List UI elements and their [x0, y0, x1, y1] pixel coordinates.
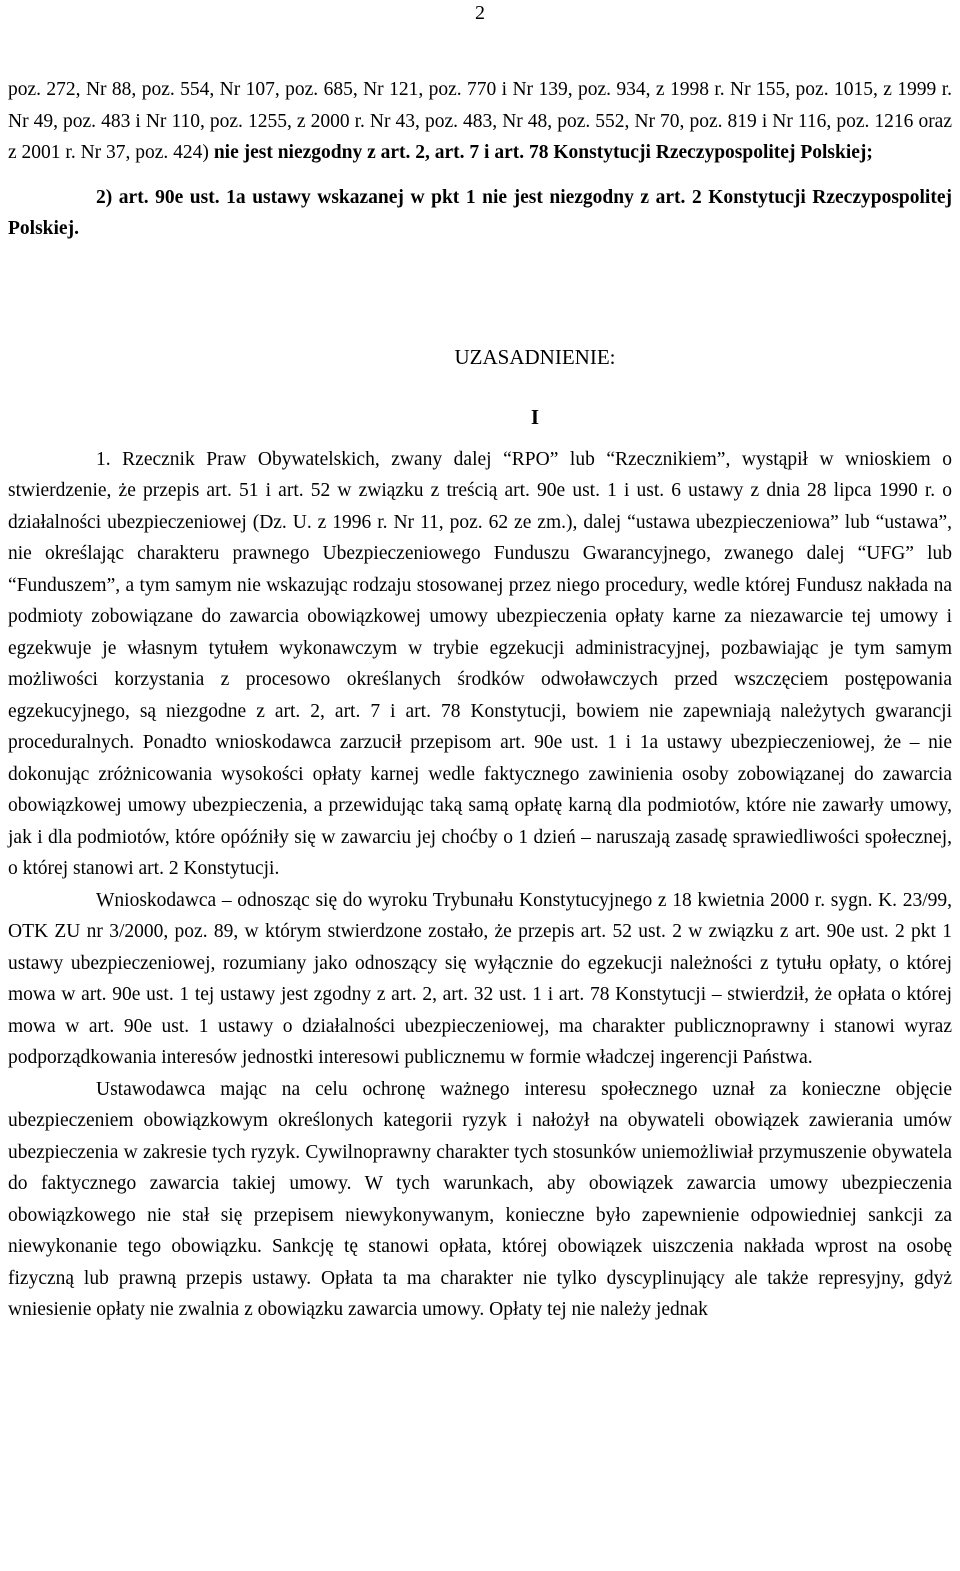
intro-bold-text: nie jest niezgodny z art. 2, art. 7 i art. 78 Konstytucji Rzeczypospolitej Polskiej; — [213, 142, 873, 163]
intro-paragraph — [8, 74, 952, 169]
document-body — [8, 74, 952, 1326]
point-2: 2) art. 90e ust. 1a ustawy wskazanej w pkt 1 nie jest niezgodny z art. 2 Konstytucji Rzeczypospolitej Polskiej. — [8, 186, 952, 239]
paragraph-1: 1. Rzecznik Praw Obywatelskich, zwany dalej “RPO” lub “Rzecznikiem”, wystąpił w wnioskiem o stwierdzenie, że przepis art. 51 i art. 52 w związku z treścią art. 90e ust. 1 i ust. 6 ustawy z dnia 28 lipca 1990 r. o działalności ubezpieczeniowej (Dz. U. z 1996 r. Nr 11, poz. 62 ze zm.), dalej “ustawa ubezpieczeniowa” lub “ustawa”, nie określając charakteru prawnego Ubezpieczeniowego Funduszu Gwarancyjnego, zwanego dalej “UFG” lub “Funduszem”, a tym samym nie wskazując rodzaju stosowanej przez niego procedury, wedle której Fundusz nakłada na podmioty zobowiązane do zawarcia obowiązkowej umowy ubezpieczenia opłaty karne za niezawarcie tej umowy i egzekwuje je własnym tytułem wykonawczym w trybie egzekucji administracyjnej, pozbawiając je tym samym możliwości korzystania z procesowo określanych środków odwoławczych przed wszczęciem postępowania egzekucyjnego, są niezgodne z art. 2, art. 7 i art. 78 Konstytucji, bowiem nie zapewniają należytych gwarancji proceduralnych. Ponadto wnioskodawca zarzucił przepisom art. 90e ust. 1 i 1a ustawy ubezpieczeniowej, że – nie dokonując zróżnicowania wysokości opłaty karnej wedle faktycznego zawinienia osoby zobowiązanej do zawarcia obowiązkowej umowy ubezpieczenia, a przewidując taką samą opłatę karną dla podmiotów, które nie zawarły umowy, jak i dla podmiotów, które opóźniły się w zawarciu jej choćby o 1 dzień – naruszają zasadę sprawiedliwości społecznej, o której stanowi art. 2 Konstytucji. — [8, 448, 952, 879]
intro-text: poz. 272, Nr 88, poz. 554, Nr 107, poz. 685, Nr 121, poz. 770 i Nr 139, poz. 934, z 1998 r. Nr 155, poz. 1015, z 1999 r. Nr 49, poz. 483 i Nr 110, poz. 1255, z 2000 r. Nr 43, poz. 483, Nr 48, poz. 552, Nr 70, poz. 819 i Nr 116, poz. 1216 oraz z 2001 r. Nr 37, poz. 424) — [8, 79, 952, 163]
page-number: 2 — [475, 2, 485, 24]
justification-heading: UZASADNIENIE: — [454, 344, 616, 369]
paragraph-2: Wnioskodawca – odnosząc się do wyroku Trybunału Konstytucyjnego z 18 kwietnia 2000 r. sygn. K. 23/99, OTK ZU nr 3/2000, poz. 89, w którym stwierdzone zostało, że przepis art. 52 ust. 2 w związku z art. 90e ust. 2 pkt 1 ustawy ubezpieczeniowej, rozumiany jako odnoszący się wyłącznie do egzekucji należności z tytułu opłaty, o której mowa w art. 90e ust. 1 tej ustawy jest zgodny z art. 2, art. 32 ust. 1 i art. 78 Konstytucji – stwierdził, że opłata o której mowa w art. 90e ust. 1 ustawy o działalności ubezpieczeniowej, ma charakter publicznoprawny i stanowi wyraz podporządkowania interesów jednostki interesowi publicznemu w formie władczej ingerencji Państwa. — [8, 889, 952, 1068]
paragraph-3: Ustawodawca mając na celu ochronę ważnego interesu społecznego uznał za konieczne objęcie ubezpieczeniem obowiązkowym określonych kategorii ryzyk i nałożył na obywateli obowiązek zawierania umów ubezpieczenia w zakresie tych ryzyk. Cywilnoprawny charakter tych stosunków uniemożliwiał przymuszenie obywatela do faktycznego zawarcia takiej umowy. W tych warunkach, aby obowiązek zawarcia umowy ubezpieczenia obowiązkowego nie stał się przepisem niewykonywanym, konieczne było zapewnienie odpowiedniej sankcji za niewykonanie tego obowiązku. Sankcję tę stanowi opłata, której obowiązek uiszczenia nakłada wprost na osobę fizyczną lub prawną przepis ustawy. Opłata ta ma charakter nie tylko dyscyplinujący ale także represyjny, gdyż wniesienie opłaty nie zwalnia z obowiązku zawarcia umowy. Opłaty tej nie należy jednak — [8, 1078, 952, 1320]
section-number: I — [530, 404, 540, 429]
